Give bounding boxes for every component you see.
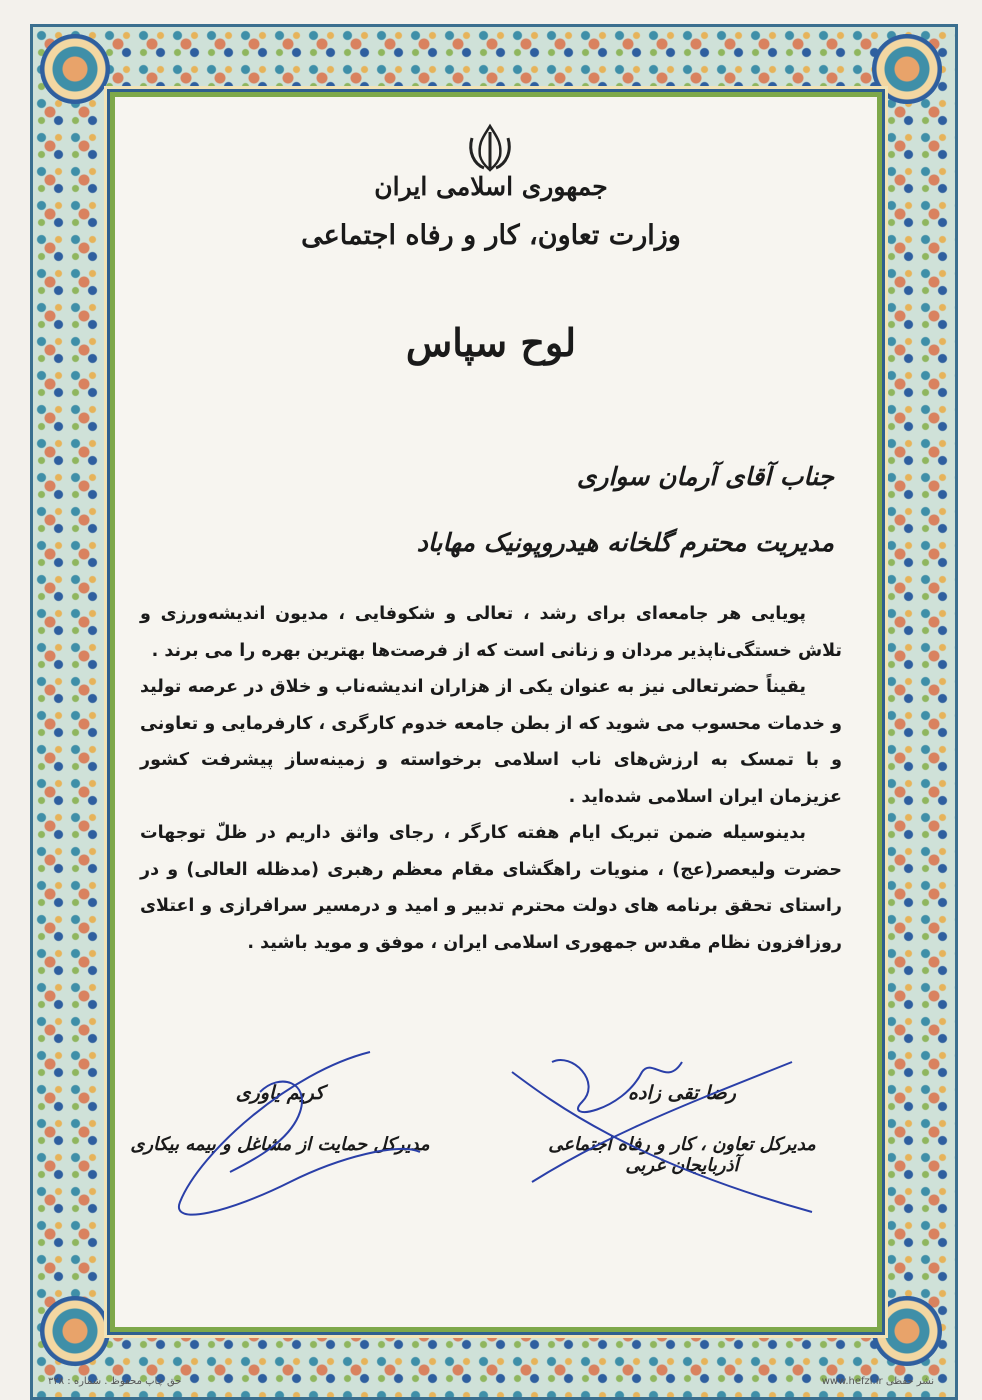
body-paragraph-1: پویایی هر جامعه‌ای برای رشد ، تعالی و شکوفایی ، مدیون اندیشه‌ورزی و تلاش خستگی‌ناپذیر مردان و زنانی است که از فرصت‌ها بهترین بهره را می برند . xyxy=(140,604,842,661)
corner-ornament-top-right xyxy=(872,34,942,104)
body-paragraph-2: یقیناً حضرتعالی نیز به عنوان یکی از هزاران اندیشه‌ناب و خلاق در عرصه تولید و خدمات محسوب می شوید که از بطن جامعه خدوم کارگری ، کارفرمایی و تعاونی و با تمسک به ارزش‌های ناب اسلامی برخواسته و زمینه‌ساز پیشرفت کشور عزیزمان ایران اسلامی شده‌اید . xyxy=(140,677,842,807)
body-paragraph-3: بدینوسیله ضمن تبریک ایام هفته کارگر ، رجای واثق داریم در ظلّ توجهات حضرت ولیعصر(عج) ، منویات راهگشای مقام معظم رهبری (مدظله العالی) و در راستای تحقق برنامه های دولت محترم تدبیر و امید و درمسیر سرافرازی و اعتلای روزافزون نظام مقدس جمهوری اسلامی ایران ، موفق و موید باشید . xyxy=(140,823,842,953)
certificate-content xyxy=(110,92,872,1322)
corner-ornament-top-left xyxy=(40,34,110,104)
addressee-organization: مدیریت محترم گلخانه هیدروپونیک مهاباد xyxy=(416,528,834,557)
country-title: جمهوری اسلامی ایران xyxy=(374,172,608,201)
signatory-name-left: کریم یاوری xyxy=(235,1082,325,1104)
footer-copyright: حق چاپ محفوظ . شماره : ۳۲۸ xyxy=(48,1376,182,1387)
footer-publisher: www.hefzi.ir نشر حفظی xyxy=(821,1376,934,1387)
ministry-title: وزارت تعاون، کار و رفاه اجتماعی xyxy=(301,220,681,251)
certificate-title: لوح سپاس xyxy=(405,320,577,365)
handwritten-signature-right xyxy=(492,1042,832,1222)
corner-ornament-bottom-left xyxy=(40,1296,110,1366)
signatory-role-right: مدیرکل تعاون ، کار و رفاه اجتماعی آذربایجان غربی xyxy=(548,1134,816,1176)
corner-ornament-bottom-right xyxy=(872,1296,942,1366)
certificate-body xyxy=(140,596,842,961)
signatory-role-left: مدیرکل حمایت از مشاغل و بیمه بیکاری xyxy=(130,1134,430,1155)
handwritten-signature-left xyxy=(140,1032,440,1232)
iran-emblem-icon xyxy=(464,122,516,174)
addressee-name: جناب آقای آرمان سواری xyxy=(576,462,834,491)
signatory-name-right: رضا تقی زاده xyxy=(628,1082,736,1104)
